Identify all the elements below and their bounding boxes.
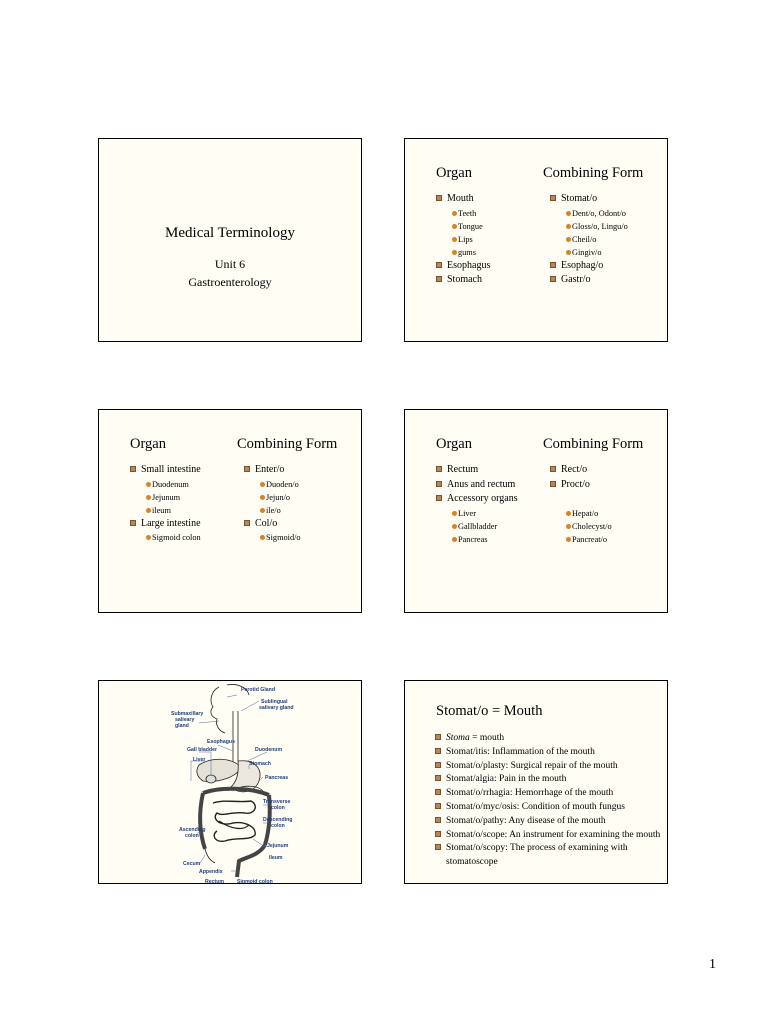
sub-list-item [244,504,301,517]
bullet-icon [436,276,442,282]
list-item-label: Anus and rectum [447,478,516,490]
list-item-label: Duoden/o [266,479,299,489]
label-gallbladder: Gall bladder [187,747,217,753]
list-item-label: Proct/o [561,478,590,490]
list-item [130,517,201,532]
definition-text: Stomat/algia: Pain in the mouth [446,774,567,785]
label-descending-1: Descending [263,817,293,823]
bullet-icon [435,762,441,768]
slide-title [98,138,362,342]
label-ascending-2: colon [185,833,199,839]
sub-list-item [550,533,612,546]
bullet-icon [435,831,441,837]
dot-bullet-icon [260,535,265,540]
list-item [436,463,518,478]
slide-title-heading: Medical Terminology [165,225,295,241]
label-duodenum: Duodenum [255,747,283,753]
bullet-icon [435,734,441,740]
slide-organ-forms-2 [98,409,362,613]
label-esophagus: Esophagus [207,739,235,745]
list-item-label: Pancreas [458,534,488,544]
definition-text: Stomat/o/plasty: Surgical repair of the mouth [446,760,618,771]
label-descending-2: colon [271,823,285,829]
definition-text: Stomat/o/rrhagia: Hemorrhage of the mouth [446,788,614,799]
dot-bullet-icon [452,250,457,255]
bullet-icon [244,520,250,526]
dot-bullet-icon [566,237,571,242]
dot-bullet-icon [260,495,265,500]
list-item [436,273,490,288]
dot-bullet-icon [566,524,571,529]
slide-digestive-diagram [98,680,362,884]
bullet-icon [550,276,556,282]
slide-stomat-definitions [404,680,668,884]
list-item-label: Cheil/o [572,234,597,244]
list-item-label: Liver [458,508,476,518]
bullet-icon [550,466,556,472]
organ-header: Organ [130,436,166,452]
definition-text: Stomat/o/myc/osis: Condition of mouth fungus [446,801,625,812]
definition-text: Stomat/o/pathy: Any disease of the mouth [446,815,606,826]
bullet-icon [436,495,442,501]
definition-text: = mouth [469,733,505,743]
sub-list-item [130,491,201,504]
label-ascending-1: Ascending [179,827,206,833]
organ-list [436,192,490,288]
list-item-label: Esophag/o [561,259,604,271]
label-jejunum: Jejunum [267,843,289,849]
list-item [550,463,612,478]
list-item [550,273,628,288]
bullet-icon [435,844,441,850]
organ-list [436,463,518,546]
list-item-label: Duodenum [152,479,189,489]
label-pancreas: Pancreas [265,775,289,781]
organ-list [130,463,201,544]
label-rectum: Rectum [205,879,225,885]
bullet-icon [244,466,250,472]
sub-list-item [550,207,628,220]
dot-bullet-icon [566,211,571,216]
organ-header: Organ [436,165,472,181]
list-item-label: Gallbladder [458,521,498,531]
bullet-icon [435,817,441,823]
list-item-label: Enter/o [255,464,285,475]
list-item-label: Gloss/o, Lingu/o [572,221,628,231]
list-item-label: gums [458,247,476,257]
combining-form-list [550,192,628,288]
dot-bullet-icon [452,224,457,229]
combining-form-list [244,463,301,544]
list-item-label: Rectum [447,464,479,475]
label-parotid: Parotid Gland [241,687,276,693]
list-item-label: Teeth [458,208,477,218]
definition-item [435,746,665,760]
sub-list-item [436,207,490,220]
dot-bullet-icon [566,537,571,542]
bullet-icon [435,803,441,809]
definition-item [435,787,665,801]
list-item-label: ileum [152,505,171,515]
definition-text: Stomat/o/scope: An instrument for examining the mouth [446,829,661,840]
slide-organ-forms-1 [404,138,668,342]
slide-title-unit: Unit 6 [214,257,246,271]
sub-list-item [244,478,301,491]
dot-bullet-icon [566,224,571,229]
dot-bullet-icon [566,511,571,516]
list-item [550,478,612,493]
list-item-label: Gastr/o [561,274,591,285]
page-number: 1 [709,957,716,972]
list-item-label: Esophagus [447,259,491,271]
slide-stomat-title: Stomat/o = Mouth [436,703,543,719]
label-ileum: Ileum [269,855,283,861]
definition-item [435,760,665,774]
definition-text: Stomat/itis: Inflammation of the mouth [446,746,595,757]
label-submaxillary-2: salivary [175,717,195,723]
dot-bullet-icon [452,537,457,542]
organ-header: Organ [436,436,472,452]
definition-item [435,773,665,787]
definition-item [435,801,665,815]
dot-bullet-icon [452,237,457,242]
list-item [550,259,628,274]
list-item-label: Stomat/o [561,193,598,204]
dot-bullet-icon [452,524,457,529]
bullet-icon [435,775,441,781]
bullet-icon [550,195,556,201]
dot-bullet-icon [146,508,151,513]
list-item-label: Gingiv/o [572,247,602,257]
dot-bullet-icon [452,511,457,516]
list-item [436,492,518,507]
list-item-label: Pancreat/o [572,534,608,544]
bullet-icon [550,481,556,487]
dot-bullet-icon [146,535,151,540]
sub-list-item [436,220,490,233]
list-item-label: Tongue [458,221,483,231]
sub-list-item [130,478,201,491]
label-sublingual-1: Sublingual [261,699,288,705]
list-item [130,463,201,478]
bullet-icon [436,481,442,487]
label-appendix: Appendix [199,869,223,875]
slide-organ-forms-3 [404,409,668,613]
spacer-item [550,492,612,507]
combining-form-header: Combining Form [237,436,338,452]
definition-item [435,815,665,829]
sub-list-item [550,233,628,246]
bullet-icon [435,789,441,795]
list-item-label: ile/o [266,505,281,515]
definition-list [435,732,665,870]
definition-emphasis: Stoma [446,733,470,743]
sub-list-item [436,533,518,546]
dot-bullet-icon [452,211,457,216]
label-submaxillary-1: Submaxillary [171,711,204,717]
sub-list-item [244,531,301,544]
combining-form-list [550,463,612,546]
dot-bullet-icon [260,482,265,487]
sub-list-item [436,233,490,246]
list-item-label: Jejun/o [266,492,290,502]
definition-item [435,732,665,746]
sub-list-item [550,507,612,520]
list-item-label: Large intestine [141,517,201,529]
label-liver: Liver [193,757,206,763]
slide-title-subtitle: Gastroenterology [188,275,272,289]
bullet-icon [435,748,441,754]
sub-list-item [130,531,201,544]
bullet-icon [436,195,442,201]
list-item [550,192,628,207]
list-item-label: Cholecyst/o [572,521,612,531]
list-item [244,517,301,532]
list-item [436,192,490,207]
list-item-label: Stomach [447,274,482,285]
label-sublingual-2: salivary gland [259,705,294,711]
list-item-label: Dent/o, Odont/o [572,208,626,218]
sub-list-item [550,220,628,233]
label-submaxillary-3: gland [175,723,189,729]
label-cecum: Cecum [183,861,201,867]
list-item-label: Sigmoid/o [266,533,301,542]
sub-list-item [550,520,612,533]
list-item-label: Small intestine [141,464,201,475]
sub-list-item [436,246,490,259]
dot-bullet-icon [146,495,151,500]
sub-list-item [244,491,301,504]
label-stomach: Stomach [249,761,271,767]
list-item-label: Col/o [255,517,278,529]
digestive-system-illustration [99,681,362,884]
list-item [436,478,518,493]
list-item-label: Accessory organs [447,493,518,504]
label-transverse-2: colon [271,805,285,811]
list-item [436,259,490,274]
combining-form-header: Combining Form [543,436,644,452]
bullet-icon [436,262,442,268]
bullet-icon [130,466,136,472]
list-item-label: Lips [458,234,473,244]
list-item-label: Sigmoid colon [152,533,201,542]
list-item-label: Jejunum [152,492,181,502]
label-sigmoid: Sigmoid colon [237,879,273,885]
dot-bullet-icon [260,508,265,513]
definition-item [435,829,665,843]
definition-item [435,842,665,870]
label-transverse-1: Transverse [263,799,291,805]
list-item [244,463,301,478]
bullet-icon [550,262,556,268]
definition-text: Stomat/o/scopy: The process of examining with stomatoscope [446,843,628,868]
sub-list-item [436,507,518,520]
combining-form-header: Combining Form [543,165,644,181]
dot-bullet-icon [146,482,151,487]
list-item-label: Mouth [447,193,474,204]
bullet-icon [130,520,136,526]
list-item-label: Rect/o [561,464,588,475]
bullet-icon [436,466,442,472]
list-item-label: Hepat/o [572,508,599,518]
sub-list-item [436,520,518,533]
sub-list-item [550,246,628,259]
sub-list-item [130,504,201,517]
dot-bullet-icon [566,250,571,255]
